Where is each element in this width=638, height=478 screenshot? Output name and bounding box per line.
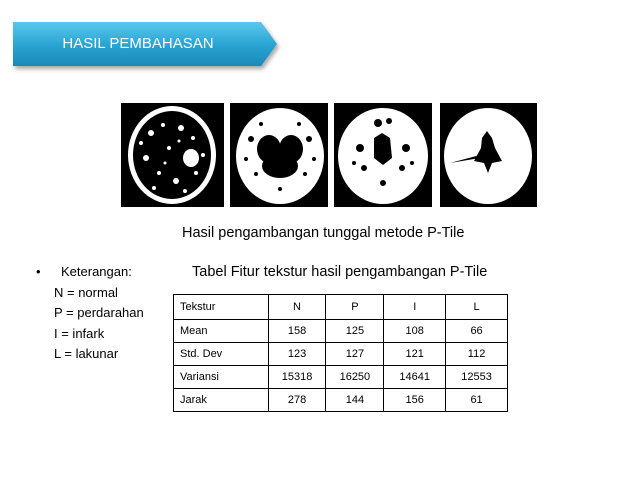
table-cell: 12553 (446, 366, 508, 389)
table-cell: 127 (326, 343, 384, 366)
table-row (174, 366, 508, 389)
table-header-cell: I (384, 295, 446, 320)
table-cell: 108 (384, 320, 446, 343)
table-cell: 158 (268, 320, 326, 343)
table-row (174, 320, 508, 343)
legend-item: I = infark (54, 325, 105, 341)
legend-heading (36, 262, 144, 283)
table-cell: Jarak (174, 389, 269, 412)
table-cell: 125 (326, 320, 384, 343)
scan-image-infark (334, 103, 432, 207)
scan-image-lakunar (440, 103, 537, 207)
table-header-row (174, 295, 508, 320)
table-header-cell: L (446, 295, 508, 320)
legend-heading-text: Keterangan: (61, 264, 132, 279)
table-cell: 121 (384, 343, 446, 366)
table-cell: 123 (268, 343, 326, 366)
table-cell: Std. Dev (174, 343, 269, 366)
table-cell: 14641 (384, 366, 446, 389)
table-cell: 66 (446, 320, 508, 343)
table-cell: 278 (268, 389, 326, 412)
texture-feature-table (173, 294, 508, 412)
images-caption: Hasil pengambangan tunggal metode P-Tile (182, 225, 465, 241)
table-cell: Mean (174, 320, 269, 343)
table-cell: 112 (446, 343, 508, 366)
table-cell: 156 (384, 389, 446, 412)
bullet-icon: • (36, 264, 41, 279)
scan-image-normal (121, 103, 224, 207)
table-cell: 144 (326, 389, 384, 412)
legend-item: N = normal (54, 284, 118, 300)
table-cell: 61 (446, 389, 508, 412)
section-title: HASIL PEMBAHASAN (62, 35, 214, 52)
table-cell: 15318 (268, 366, 326, 389)
legend-item: L = lakunar (54, 346, 119, 361)
table-row (174, 343, 508, 366)
table-title: Tabel Fitur tekstur hasil pengambangan P-Tile (192, 264, 488, 280)
table-header-cell: Tekstur (174, 295, 269, 320)
table-row (174, 389, 508, 412)
legend (36, 262, 144, 365)
scan-image-perdarahan (230, 103, 328, 207)
table-header-cell: N (268, 295, 326, 320)
section-banner (13, 22, 278, 66)
table-cell: Variansi (174, 366, 269, 389)
legend-item: P = perdarahan (54, 305, 144, 320)
table-header-cell: P (326, 295, 384, 320)
table-cell: 16250 (326, 366, 384, 389)
